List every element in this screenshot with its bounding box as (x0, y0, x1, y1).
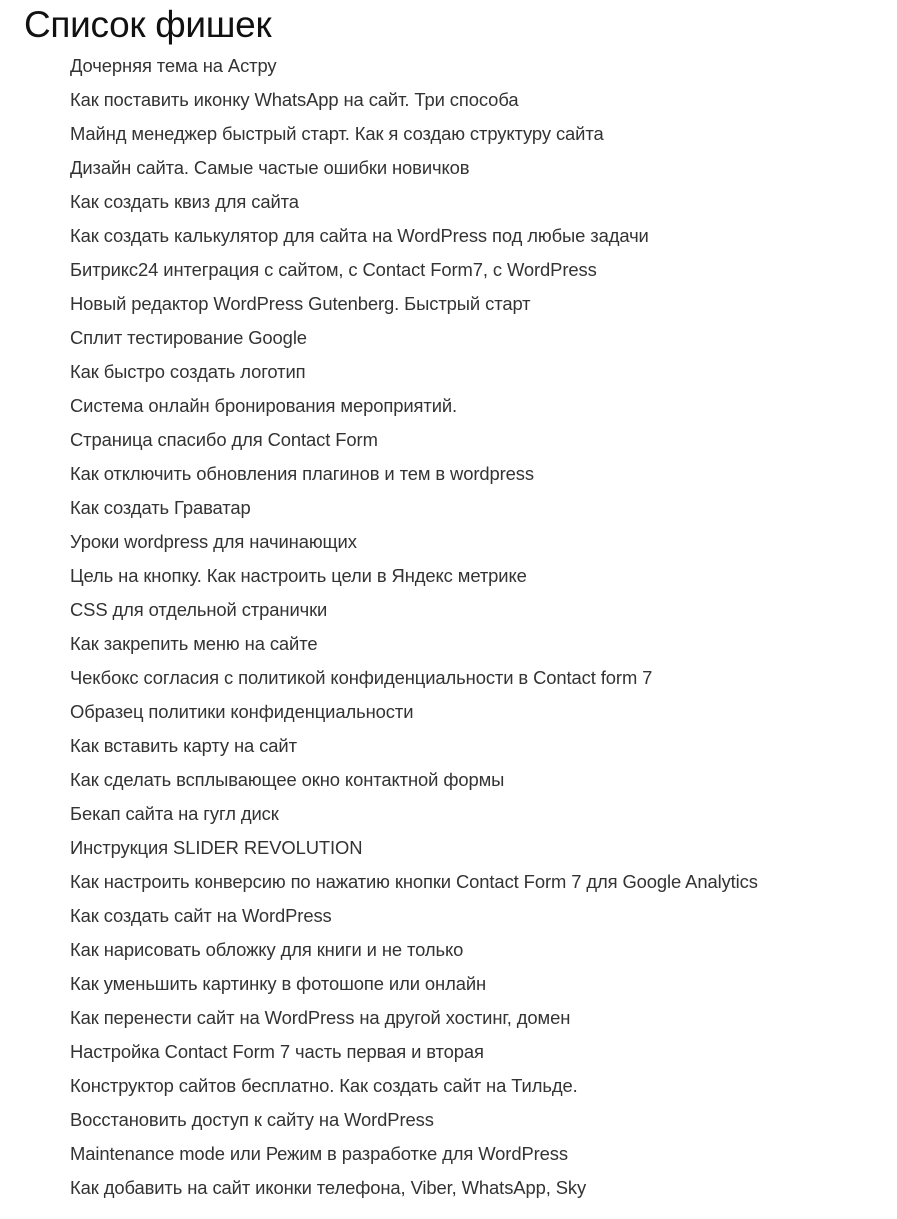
article-link[interactable]: Как настроить конверсию по нажатию кнопки Contact Form 7 для Google Analytics (70, 871, 758, 892)
list-item (70, 287, 758, 321)
list-item (70, 559, 758, 593)
article-link[interactable]: Как уменьшить картинку в фотошопе или онлайн (70, 973, 487, 994)
list-item (70, 389, 758, 423)
article-link[interactable]: Как создать квиз для сайта (70, 191, 299, 212)
page-title: Список фишек (24, 4, 272, 45)
list-item (70, 355, 758, 389)
list-item (70, 219, 758, 253)
list-item (70, 321, 758, 355)
article-link[interactable]: Майнд менеджер быстрый старт. Как я создаю структуру сайта (70, 123, 604, 144)
list-item (70, 831, 758, 865)
article-link[interactable]: Конструктор сайтов бесплатно. Как создать сайт на Тильде. (70, 1075, 578, 1096)
article-link[interactable]: Как нарисовать обложку для книги и не только (70, 939, 464, 960)
article-link[interactable]: Как вставить карту на сайт (70, 735, 297, 756)
article-link[interactable]: Чекбокс согласия с политикой конфиденциальности в Contact form 7 (70, 667, 653, 688)
list-item (70, 729, 758, 763)
article-link[interactable]: Система онлайн бронирования мероприятий. (70, 395, 458, 416)
list-item (70, 185, 758, 219)
article-link[interactable]: Восстановить доступ к сайту на WordPress (70, 1109, 434, 1130)
list-item (70, 1001, 758, 1035)
article-link[interactable]: Страница спасибо для Contact Form (70, 429, 378, 450)
article-link[interactable]: Как создать калькулятор для сайта на WordPress под любые задачи (70, 225, 649, 246)
list-item (70, 593, 758, 627)
article-link[interactable]: Образец политики конфиденциальности (70, 701, 414, 722)
article-link[interactable]: Новый редактор WordPress Gutenberg. Быстрый старт (70, 293, 531, 314)
list-item (70, 865, 758, 899)
list-item (70, 423, 758, 457)
article-link[interactable]: Битрикс24 интеграция с сайтом, с Contact Form7, с WordPress (70, 259, 597, 280)
list-item (70, 797, 758, 831)
article-link[interactable]: Цель на кнопку. Как настроить цели в Яндекс метрике (70, 565, 527, 586)
list-item (70, 627, 758, 661)
article-link[interactable]: Maintenance mode или Режим в разработке для WordPress (70, 1143, 568, 1164)
list-item (70, 763, 758, 797)
article-link[interactable]: Как перенести сайт на WordPress на другой хостинг, домен (70, 1007, 571, 1028)
list-item (70, 491, 758, 525)
article-link[interactable]: Как отключить обновления плагинов и тем в wordpress (70, 463, 534, 484)
article-link[interactable]: Как поставить иконку WhatsApp на сайт. Три способа (70, 89, 519, 110)
article-link[interactable]: CSS для отдельной странички (70, 599, 328, 620)
list-item (70, 83, 758, 117)
list-item (70, 695, 758, 729)
article-link[interactable]: Как добавить на сайт иконки телефона, Viber, WhatsApp, Sky (70, 1177, 587, 1198)
list-item (70, 967, 758, 1001)
article-link[interactable]: Инструкция SLIDER REVOLUTION (70, 837, 363, 858)
list-item (70, 661, 758, 695)
article-link[interactable]: Настройка Contact Form 7 часть первая и вторая (70, 1041, 484, 1062)
list-item (70, 253, 758, 287)
article-link[interactable]: Как создать Граватар (70, 497, 251, 518)
article-link[interactable]: Уроки wordpress для начинающих (70, 531, 357, 552)
article-link[interactable]: Как закрепить меню на сайте (70, 633, 318, 654)
list-item (70, 117, 758, 151)
article-link[interactable]: Как сделать всплывающее окно контактной формы (70, 769, 505, 790)
list-item (70, 933, 758, 967)
article-link[interactable]: Сплит тестирование Google (70, 327, 307, 348)
list-item (70, 1103, 758, 1137)
article-link[interactable]: Бекап сайта на гугл диск (70, 803, 279, 824)
list-item (70, 457, 758, 491)
list-item (70, 1069, 758, 1103)
article-link[interactable]: Дизайн сайта. Самые частые ошибки новичков (70, 157, 470, 178)
article-link[interactable]: Как быстро создать логотип (70, 361, 306, 382)
article-link[interactable]: Как создать сайт на WordPress (70, 905, 332, 926)
list-item (70, 525, 758, 559)
list-item (70, 151, 758, 185)
list-item (70, 899, 758, 933)
list-item (70, 1137, 758, 1171)
list-item (70, 49, 758, 83)
list-item (70, 1035, 758, 1069)
article-link[interactable]: Дочерняя тема на Астру (70, 55, 277, 76)
article-list (70, 49, 758, 1205)
viewport-clip (597, 1170, 897, 1219)
